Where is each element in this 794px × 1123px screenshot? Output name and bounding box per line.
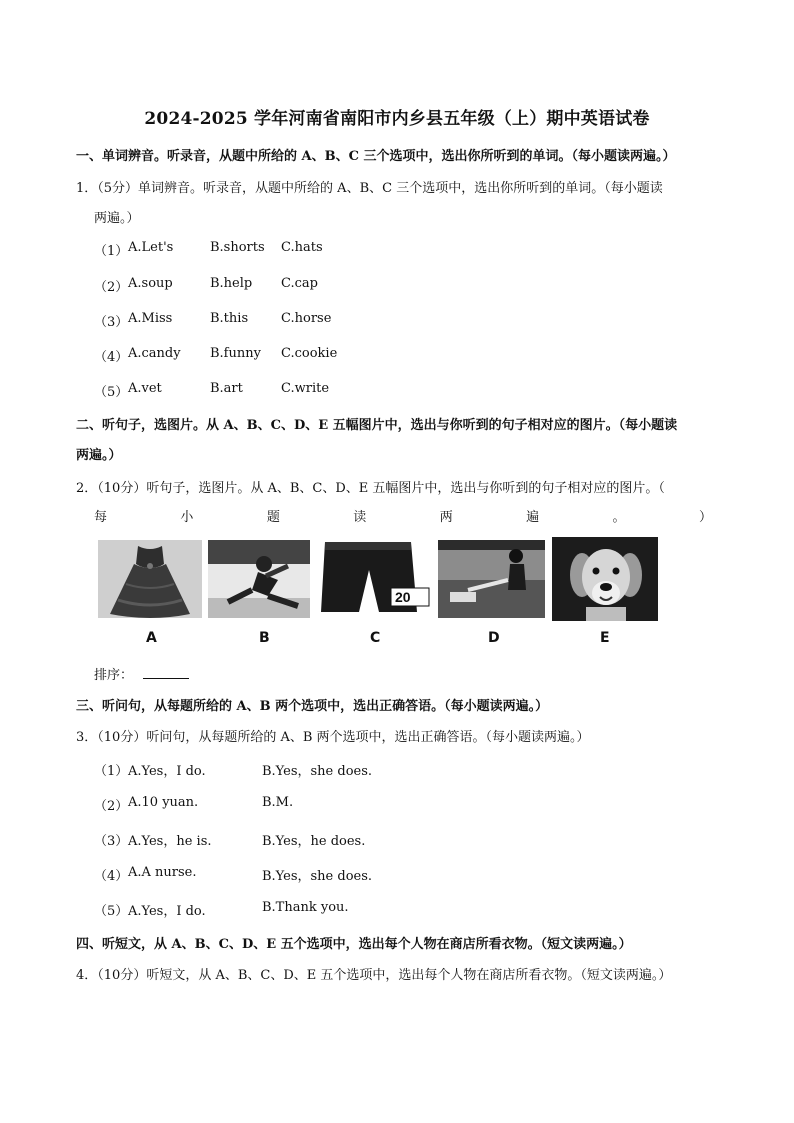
picture-label-e: E [600,630,610,646]
option-c: C.write [281,381,330,396]
spread-char: 两 [439,510,453,525]
order-label: 排序： [94,668,134,683]
option-c: C.hats [281,240,323,255]
option-a: A.Yes，I do. [128,764,206,779]
spread-char: 读 [353,510,367,525]
option-b: B.this [210,311,249,326]
option-a: A.Miss [128,311,173,326]
spread-char: 。 [612,510,626,525]
picture-label-d: D [488,630,500,646]
option-c: C.horse [281,311,332,326]
picture-label-c: C [370,630,381,646]
item-number: （4） [94,869,129,884]
question-2-text-line2 [94,506,712,525]
option-a: A.Yes，I do. [128,904,206,919]
spread-char: ） [698,510,712,525]
item-number: （1） [94,244,129,259]
scene-icon [438,540,545,618]
option-a: A.A nurse. [128,865,197,880]
order-line [94,664,189,683]
option-b: B.Yes，she does. [262,764,373,779]
spread-char: 遍 [526,510,540,525]
question-1-text-line1: 1．（5分）单词辨音。听录音，从题中所给的 A、B、C 三个选项中，选出你所听到的单词。（每小题读 [76,181,663,196]
shorts-number: 20 [395,589,411,605]
order-answer-blank[interactable] [143,666,189,679]
option-a: A.soup [128,276,173,291]
question-1-text-line2: 两遍。） [94,211,140,226]
picture-e-dog [552,537,658,621]
question-4-text: 4．（10分）听短文，从 A、B、C、D、E 五个选项中，选出每个人物在商店所看衣物。（短文读两遍。） [76,968,672,983]
item-number: （5） [94,904,129,919]
picture-c-shorts [319,540,431,618]
item-number: （5） [94,385,129,400]
option-c: C.cap [281,276,318,291]
picture-a-dress [98,540,202,618]
page-title: 2024-2025 学年河南省南阳市内乡县五年级（上）期中英语试卷 [144,109,650,129]
option-b: B.M. [262,795,294,810]
spread-char: 小 [180,510,194,525]
option-a: A.candy [128,346,181,361]
option-b: B.help [210,276,253,291]
section-4-heading: 四、听短文，从 A、B、C、D、E 五个选项中，选出每个人物在商店所看衣物。（短文读两遍。） [76,937,632,952]
option-a: A.Yes，he is. [128,834,212,849]
option-a: A.vet [128,381,162,396]
item-number: （3） [94,834,129,849]
option-b: B.Yes，he does. [262,834,366,849]
spread-char: 每 [94,510,108,525]
picture-label-a: A [146,630,157,646]
section-3-heading: 三、听问句，从每题所给的 A、B 两个选项中，选出正确答语。（每小题读两遍。） [76,699,549,714]
item-number: （2） [94,280,129,295]
option-c: C.cookie [281,346,338,361]
shorts-icon [319,540,431,618]
section-2-heading-line1: 二、听句子，选图片。从 A、B、C、D、E 五幅图片中，选出与你听到的句子相对应的图片。（每小题读 [76,418,678,433]
option-b: B.funny [210,346,261,361]
dress-icon [98,540,202,618]
item-number: （1） [94,764,129,779]
spread-char: 题 [266,510,280,525]
option-a: A.10 yuan. [128,795,199,810]
option-a: A.Let's [128,240,174,255]
question-2-text-line1: 2．（10分）听句子，选图片。从 A、B、C、D、E 五幅图片中，选出与你听到的句子相对应的图片。（ [76,481,665,496]
section-1-heading: 一、单词辨音。听录音，从题中所给的 A、B、C 三个选项中，选出你所听到的单词。（每小题读两遍。） [76,149,676,164]
question-3-text: 3．（10分）听问句，从每题所给的 A、B 两个选项中，选出正确答语。（每小题读两遍。） [76,730,590,745]
picture-label-b: B [259,630,270,646]
option-b: B.art [210,381,243,396]
picture-b-person [208,540,310,618]
section-2-heading-line2: 两遍。） [76,448,122,463]
option-b: B.shorts [210,240,265,255]
item-number: （3） [94,315,129,330]
picture-d-scene [438,540,545,618]
item-number: （4） [94,350,129,365]
person-icon [208,540,310,618]
option-b: B.Yes，she does. [262,869,373,884]
option-b: B.Thank you. [262,900,349,915]
item-number: （2） [94,799,129,814]
dog-icon [552,537,658,621]
